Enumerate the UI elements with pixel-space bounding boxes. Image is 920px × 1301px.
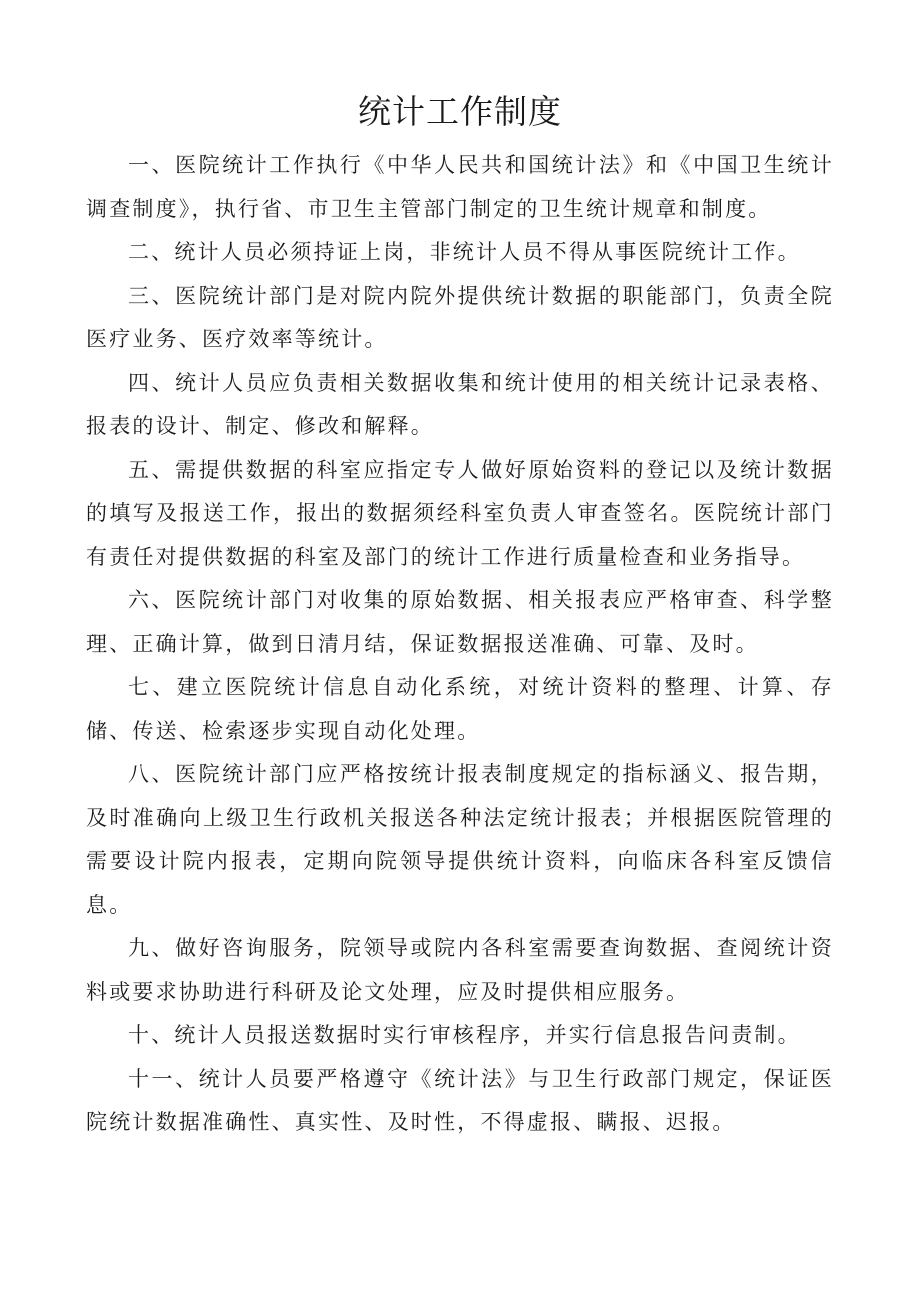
paragraph-6: 六、医院统计部门对收集的原始数据、相关报表应严格审查、科学整理、正确计算，做到日清月结，保证数据报送准确、可靠、及时。 [86,588,834,656]
paragraph-7: 七、建立医院统计信息自动化系统，对统计资料的整理、计算、存储、传送、检索逐步实现自动化处理。 [86,675,834,743]
paragraph-4: 四、统计人员应负责相关数据收集和统计使用的相关统计记录表格、报表的设计、制定、修改和解释。 [86,370,834,438]
paragraph-2: 二、统计人员必须持证上岗，非统计人员不得从事医院统计工作。 [128,240,801,264]
paragraph-10: 十、统计人员报送数据时实行审核程序，并实行信息报告问责制。 [128,1023,801,1047]
paragraph-5: 五、需提供数据的科室应指定专人做好原始资料的登记以及统计数据的填写及报送工作，报出的数据须经科室负责人审查签名。医院统计部门有责任对提供数据的科室及部门的统计工作进行质量检查和业务指导。 [86,457,834,569]
paragraph-3: 三、医院统计部门是对院内院外提供统计数据的职能部门，负责全院医疗业务、医疗效率等统计。 [86,283,834,351]
paragraph-8: 八、医院统计部门应严格按统计报表制度规定的指标涵义、报告期，及时准确向上级卫生行政机关报送各种法定统计报表；并根据医院管理的需要设计院内报表，定期向院领导提供统计资料，向临床各科室反馈信息。 [86,762,834,917]
paragraph-1: 一、医院统计工作执行《中华人民共和国统计法》和《中国卫生统计调查制度》，执行省、市卫生主管部门制定的卫生统计规章和制度。 [86,153,834,221]
paragraph-9: 九、做好咨询服务，院领导或院内各科室需要查询数据、查阅统计资料或要求协助进行科研及论文处理，应及时提供相应服务。 [86,936,834,1004]
document-title: 统计工作制度 [358,92,562,131]
paragraph-11: 十一、统计人员要严格遵守《统计法》与卫生行政部门规定，保证医院统计数据准确性、真实性、及时性，不得虚报、瞒报、迟报。 [86,1066,834,1134]
